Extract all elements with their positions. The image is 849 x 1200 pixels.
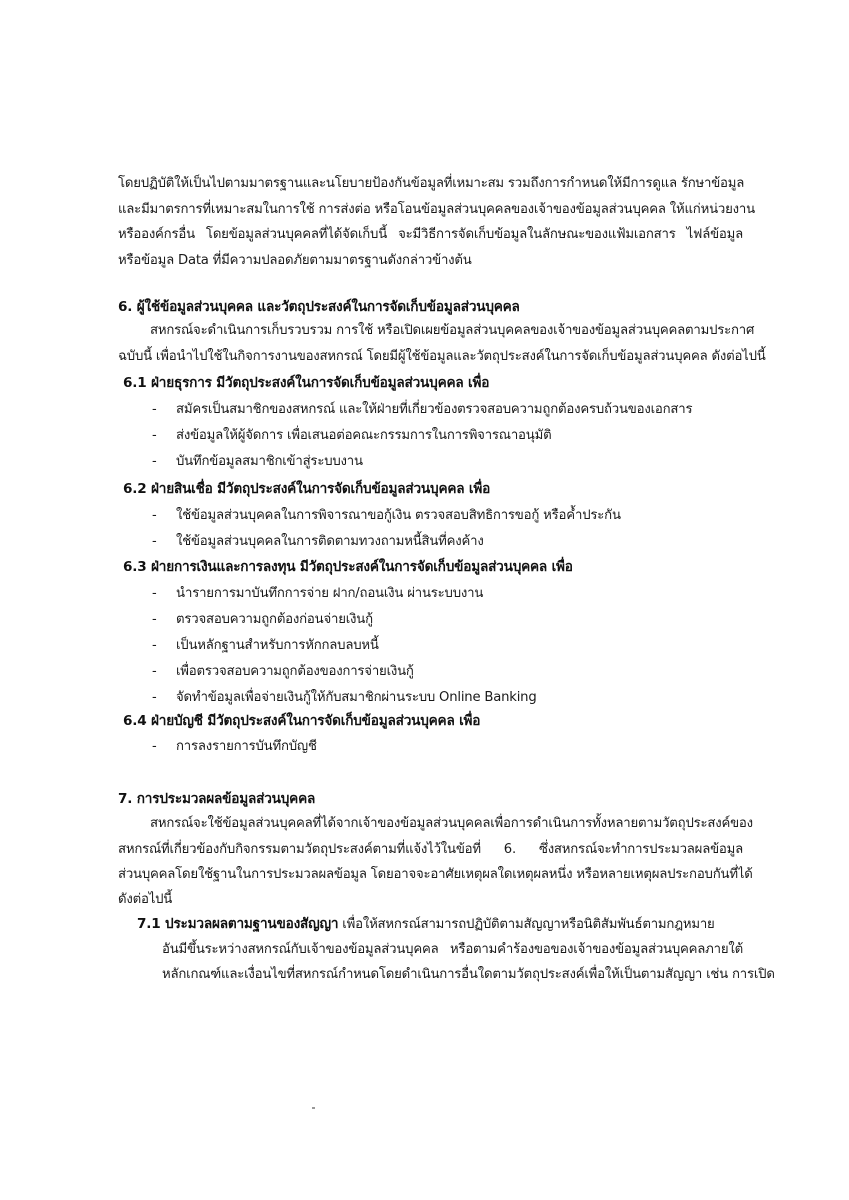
item-7-1-first-line	[137, 915, 715, 934]
intro-line: หรือองค์กรอื่น โดยข้อมูลส่วนบุคคลที่ได้จัดเก็บนี้ จะมีวิธีการจัดเก็บข้อมูลในลักษณะของแฟ้มเอกสาร ไฟล์ข้อมูล	[118, 227, 743, 242]
bullet-dash: -	[152, 402, 157, 417]
section-6-line: ฉบับนี้ เพื่อนำไปใช้ในกิจการงานของสหกรณ์ โดยมีผู้ใช้ข้อมูลและวัตถุประสงค์ในการจัดเก็บข้อมูลส่วนบุคคล ดังต่อไปนี้	[118, 349, 766, 364]
bullet-dash: -	[152, 638, 157, 653]
bullet-dash: -	[152, 586, 157, 601]
item-7-1-line: อันมีขึ้นระหว่างสหกรณ์กับเจ้าของข้อมูลส่วนบุคคล หรือตามคำร้องขอของเจ้าของข้อมูลส่วนบุคคลภายใต้	[162, 942, 743, 957]
list-item: สมัครเป็นสมาชิกของสหกรณ์ และให้ฝ่ายที่เกี่ยวข้องตรวจสอบความถูกต้องครบถ้วนของเอกสาร	[176, 402, 693, 417]
list-item: จัดทำข้อมูลเพื่อจ่ายเงินกู้ให้กับสมาชิกผ่านระบบ Online Banking	[176, 690, 537, 705]
list-item: เพื่อตรวจสอบความถูกต้องของการจ่ายเงินกู้	[176, 664, 414, 679]
section-7-line: สหกรณ์ที่เกี่ยวข้องกับกิจกรรมตามวัตถุประสงค์ตามที่แจ้งไว้ในข้อที่ 6. ซึ่งสหกรณ์จะทำการประมวลผลข้อมูล	[118, 842, 743, 857]
bullet-dash: -	[152, 739, 157, 754]
bullet-dash: -	[152, 428, 157, 443]
section-7-heading: 7. การประมวลผลข้อมูลส่วนบุคคล	[118, 791, 316, 807]
bullet-dash: -	[152, 454, 157, 469]
intro-line: โดยปฏิบัติให้เป็นไปตามมาตรฐานและนโยบายป้องกันข้อมูลที่เหมาะสม รวมถึงการกำหนดให้มีการดูแล รักษาข้อมูล	[118, 176, 745, 191]
section-7-line: ส่วนบุคคลโดยใช้ฐานในการประมวลผลข้อมูล โดยอาจจะอาศัยเหตุผลใดเหตุผลหนึ่ง หรือหลายเหตุผลประกอบกันที่ได้	[118, 867, 753, 882]
bullet-dash: -	[152, 534, 157, 549]
section-6-line: สหกรณ์จะดำเนินการเก็บรวบรวม การใช้ หรือเปิดเผยข้อมูลส่วนบุคคลของเจ้าของข้อมูลส่วนบุคคลตามประกาศ	[150, 323, 755, 338]
scan-speck	[312, 1107, 315, 1109]
subsection-6-3-heading: 6.3 ฝ่ายการเงินและการลงทุน มีวัตถุประสงค์ในการจัดเก็บข้อมูลส่วนบุคคล เพื่อ	[123, 559, 573, 575]
list-item: นำรายการมาบันทึกการจ่าย ฝาก/ถอนเงิน ผ่านระบบงาน	[176, 586, 484, 601]
list-item: ส่งข้อมูลให้ผู้จัดการ เพื่อเสนอต่อคณะกรรมการในการพิจารณาอนุมัติ	[176, 428, 552, 443]
section-7-line: สหกรณ์จะใช้ข้อมูลส่วนบุคคลที่ได้จากเจ้าของข้อมูลส่วนบุคคลเพื่อการดำเนินการทั้งหลายตามวัตถุประสงค์ของ	[150, 816, 753, 831]
bullet-dash: -	[152, 664, 157, 679]
list-item: การลงรายการบันทึกบัญชี	[176, 739, 317, 754]
item-7-1-label: 7.1 ประมวลผลตามฐานของสัญญา	[137, 916, 339, 932]
intro-line: และมีมาตรการที่เหมาะสมในการใช้ การส่งต่อ หรือโอนข้อมูลส่วนบุคคลของเจ้าของข้อมูลส่วนบุคคล ให้แก่หน่วยงาน	[118, 202, 755, 217]
section-7-line: ดังต่อไปนี้	[118, 892, 173, 907]
subsection-6-1-heading: 6.1 ฝ่ายธุรการ มีวัตถุประสงค์ในการจัดเก็บข้อมูลส่วนบุคคล เพื่อ	[123, 375, 490, 391]
list-item: บันทึกข้อมูลสมาชิกเข้าสู่ระบบงาน	[176, 454, 363, 469]
section-6-heading: 6. ผู้ใช้ข้อมูลส่วนบุคคล และวัตถุประสงค์ในการจัดเก็บข้อมูลส่วนบุคคล	[118, 299, 520, 315]
item-7-1-line: หลักเกณฑ์และเงื่อนไขที่สหกรณ์กำหนดโดยดำเนินการอื่นใดตามวัตถุประสงค์เพื่อให้เป็นตามสัญญา เช่น การเปิด	[162, 967, 775, 982]
list-item: ตรวจสอบความถูกต้องก่อนจ่ายเงินกู้	[176, 612, 373, 627]
list-item: ใช้ข้อมูลส่วนบุคคลในการพิจารณาขอกู้เงิน ตรวจสอบสิทธิการขอกู้ หรือค้ำประกัน	[176, 508, 621, 523]
item-7-1-text: เพื่อให้สหกรณ์สามารถปฏิบัติตามสัญญาหรือนิติสัมพันธ์ตามกฎหมาย	[338, 917, 715, 932]
intro-line: หรือข้อมูล Data ที่มีความปลอดภัยตามมาตรฐานดังกล่าวข้างต้น	[118, 253, 472, 268]
subsection-6-4-heading: 6.4 ฝ่ายบัญชี มีวัตถุประสงค์ในการจัดเก็บข้อมูลส่วนบุคคล เพื่อ	[123, 713, 481, 729]
bullet-dash: -	[152, 508, 157, 523]
list-item: ใช้ข้อมูลส่วนบุคคลในการติดตามทวงถามหนี้สินที่คงค้าง	[176, 534, 484, 549]
subsection-6-2-heading: 6.2 ฝ่ายสินเชื่อ มีวัตถุประสงค์ในการจัดเก็บข้อมูลส่วนบุคคล เพื่อ	[123, 481, 491, 497]
list-item: เป็นหลักฐานสำหรับการหักกลบลบหนี้	[176, 638, 379, 653]
bullet-dash: -	[152, 690, 157, 705]
bullet-dash: -	[152, 612, 157, 627]
